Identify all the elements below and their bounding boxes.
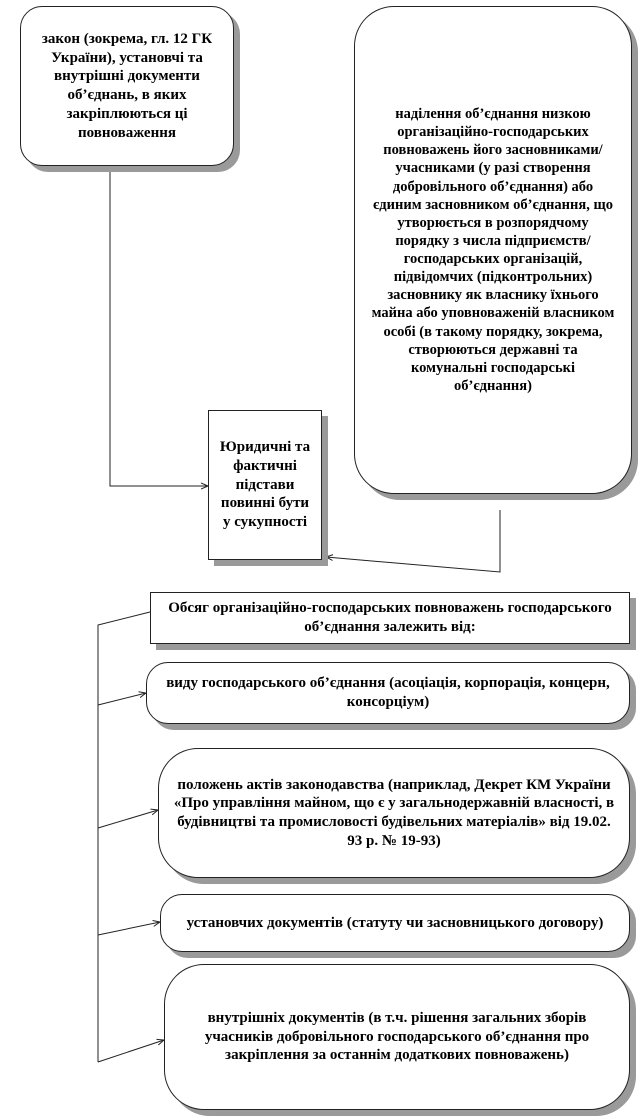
box-legislation: положень актів законодавства (наприклад, Декрет КМ України «Про управління майном, що є у загальнодержавній власності, в будівництві та промисловості будівельних матеріалів» від 19.02. 93 р. № 19-93) xyxy=(158,748,630,878)
box-type: виду господарського об’єднання (асоціація, корпорація, концерн, консорціум) xyxy=(146,662,630,724)
arrow-to-type xyxy=(98,693,146,705)
arrow-to-legislation xyxy=(98,810,158,828)
arrow-vesting-to-grounds xyxy=(326,510,500,572)
arrow-to-internal-docs xyxy=(98,1040,164,1062)
arrow-law-to-grounds xyxy=(110,172,208,486)
box-internal-docs: внутрішніх документів (в т.ч. рішення загальних зборів учасників добровільного господарського об’єднання про закріплення за останнім додаткових повноважень) xyxy=(164,964,630,1110)
box-law: закон (зокрема, гл. 12 ГК України), установчі та внутрішні документи об’єднань, в яких закріплюються ці повноваження xyxy=(20,6,234,166)
scope-spine xyxy=(98,612,150,1062)
box-vesting: наділення об’єднання низкою організаційно-господарських повноважень його засновниками/учасниками (у разі створення добровільного об’єднання) або єдиним засновником об’єднання, що утворюється в розпорядчому порядку з числа підприємств/господарських організацій, підвідомчих (підконтрольних) засновнику як власнику їхнього майна або уповноваженій власником особі (в такому порядку, зокрема, створюються державні та комунальні господарські об’єднання) xyxy=(354,6,632,494)
box-grounds: Юридичні та фактичні підстави повинні бути у сукупності xyxy=(208,410,322,560)
box-scope-header: Обсяг організаційно-господарських повноважень господарського об’єднання залежить від: xyxy=(150,592,630,644)
box-founding-docs: установчих документів (статуту чи засновницького договору) xyxy=(160,894,630,952)
arrow-to-founding-docs xyxy=(98,922,160,935)
